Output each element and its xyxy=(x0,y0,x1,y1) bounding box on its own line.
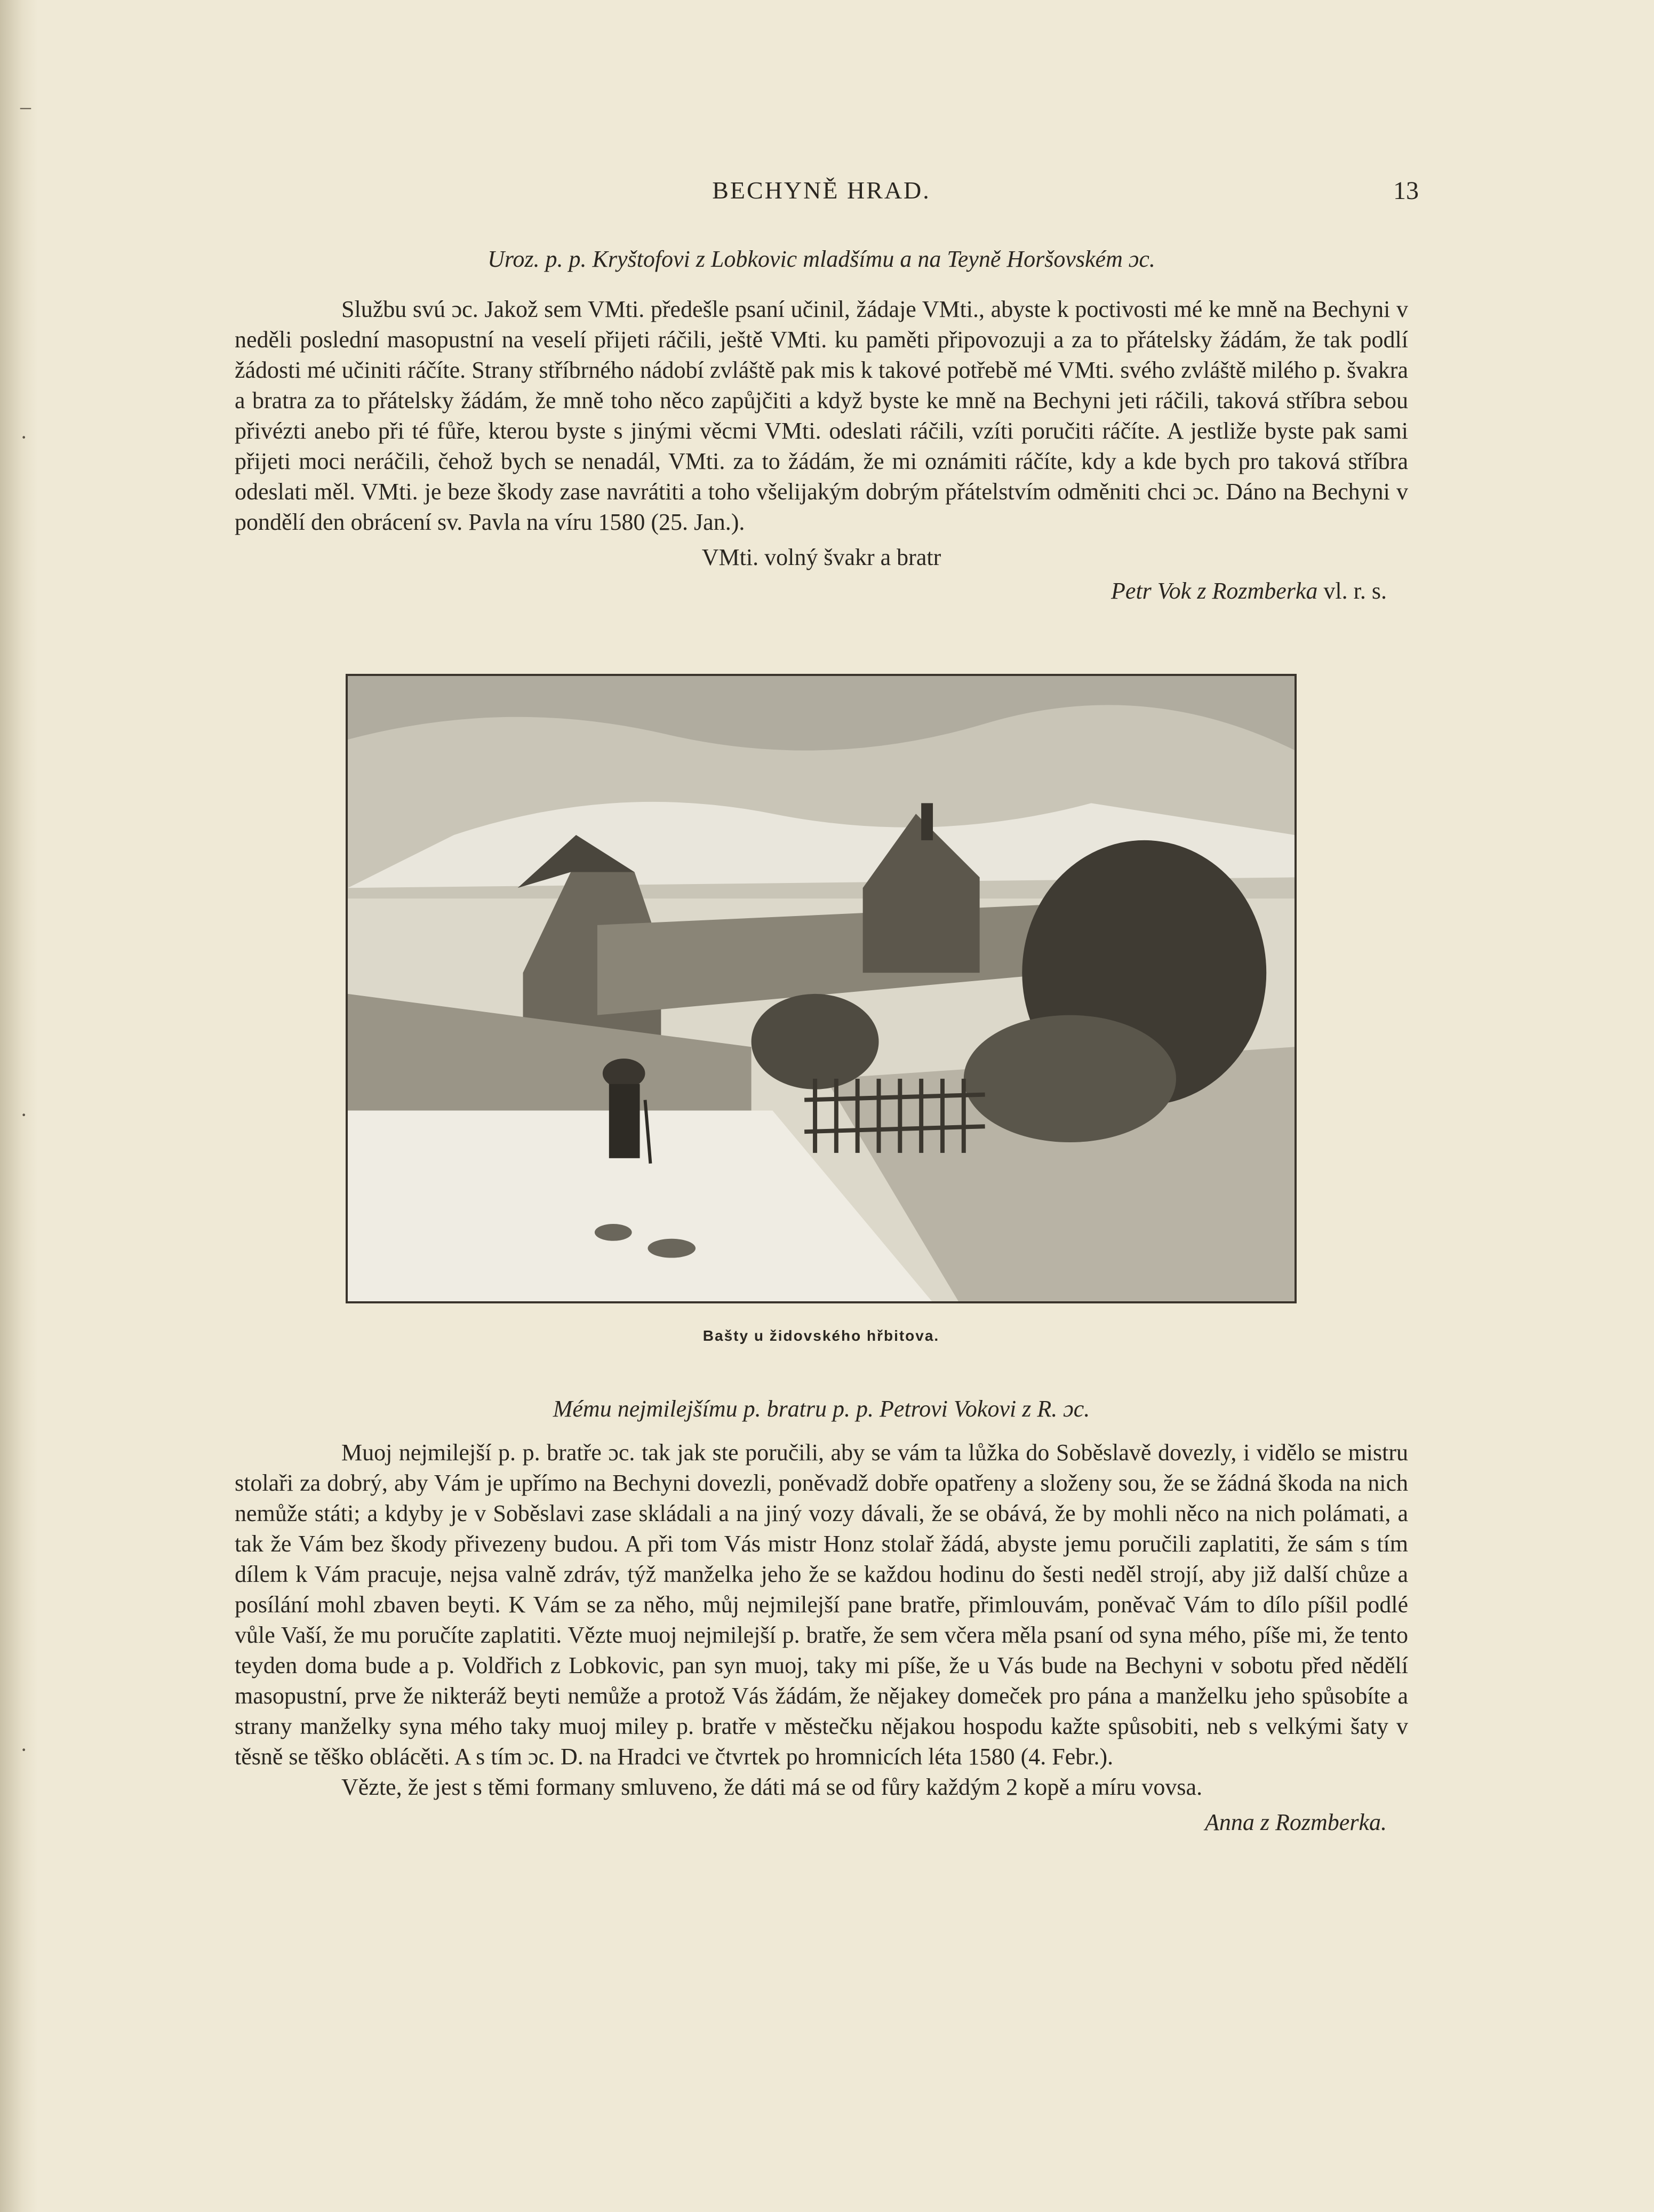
figure-caption: Bašty u židovského hřbitova. xyxy=(702,1327,940,1344)
margin-mark: – xyxy=(20,94,31,118)
letter-body: Muoj nejmilejší p. p. bratře ɔc. tak jak ste poručili, aby se vám ta lůžka do Soběslavě dovezly, i vidělo se mistru stolaři za dobrý, aby Vám je upřímo na Bechyni dovezli, poněvadž dobře opatřeny a složeny sou, že se žádná škoda na nich nemůže státi; a kdyby je v Soběslavi zase skládali a na jiný vozy dávali, že se obává, že by mohli něco na nich polámati, a tak že Vám bez škody přivezeny budou. A při tom Vás mistr Honz stolař žádá, abyste jemu poručili zaplatiti, že sám s tím dílem k Vám pracuje, nejsa valně zdráv, týž manželka jeho že se každou hodinu do šesti neděl strojí, aby již další chůze a posílání mohl zbaven beyti. K Vám se za něho, můj nejmilejší pane bratře, přimlouvám, poněvač Vám to dílo píšil podlé vůle Vaší, že mu poručíte zaplatiti. Vězte muoj nejmilejší p. bratře, že sem včera měla psaní od syna mého, píše mi, že tento teyden doma bude a p. Voldřich z Lobkovic, pan syn muoj, taky mi píše, že u Vás bude na Bechyni v sobotu před nědělí masopustní, prve že nikteráž beyti nemůže a protož Vás žádám, že nějakey domeček pro pána a manželku jeho spůsobíte a strany manželky syna mého taky muoj miley p. bratře v městečku nějakou hospodu kažte spůsobiti, neb s velkými šaty v těsně se těško oblácěti. A s tím ɔc. D. na Hradci ve čtvrtek po hromnicích léta 1580 (4. Febr.). xyxy=(235,1439,1408,1770)
letter-to-petr-vok xyxy=(235,1395,1408,1836)
illustration-bastions xyxy=(346,674,1297,1303)
signature-name: Petr Vok z Rozmberka xyxy=(1111,578,1318,604)
letter-signature: Anna z Rozmberka. xyxy=(1205,1809,1387,1835)
margin-mark: · xyxy=(20,1103,28,1127)
margin-mark: · xyxy=(20,425,28,449)
letter-closing: VMti. volný švakr a bratr xyxy=(701,544,941,570)
running-title: BECHYNĚ HRAD. xyxy=(712,177,931,204)
engraving-image xyxy=(348,676,1295,1301)
page-header xyxy=(235,176,1419,208)
letter-salutation: Mému nejmilejšímu p. bratru p. p. Petrovi Vokovi z R. ɔc. xyxy=(553,1396,1090,1422)
margin-mark: · xyxy=(20,1738,28,1762)
letter-salutation: Uroz. p. p. Kryštofovi z Lobkovic mladšímu a na Teyně Horšovském ɔc. xyxy=(488,246,1155,272)
signature-suffix: vl. r. s. xyxy=(1317,578,1387,604)
page-gutter-shadow xyxy=(0,0,37,2212)
letter-postscript: Vězte, že jest s těmi formany smluveno, že dáti má se od fůry každým 2 kopě a míru vovsa. xyxy=(341,1774,1203,1800)
letter-to-krystof xyxy=(235,245,1408,604)
page-number: 13 xyxy=(1393,177,1419,205)
letter-signature xyxy=(235,577,1408,604)
letter-body: Službu svú ɔc. Jakož sem VMti. předešle psaní učinil, žádaje VMti., abyste k poctivosti mé ke mně na Bechyni v neděli poslední masopustní na veselí přijeti ráčili, ještě VMti. ku paměti připovozuji a za to přátelsky žádám, že tak podlí žádosti mé učiniti ráčíte. Strany stříbrného nádobí zvláště pak mis k takové potřebě mé VMti. svého zvláště milého p. švakra a bratra za to přátelsky žádám, že mně toho něco zapůjčiti a když byste ke mně na Bechyni jeti ráčili, taková stříbra sebou přivézti anebo při té fůře, kterou byste s jinými věcmi VMti. odeslati ráčili, vzíti poručiti ráčíte. A jestliže byste pak sami přijeti moci neráčili, čehož bych se nenadál, VMti. za to žádám, že mi oznámiti ráčíte, kdy a kde bych pro taková stříbra odeslati měl. VMti. je beze škody zase navrátiti a toho všelijakým dobrým přátelstvím odměniti chci ɔc. Dáno na Bechyni v pondělí den obrácení sv. Pavla na víru 1580 (25. Jan.). xyxy=(235,296,1408,535)
